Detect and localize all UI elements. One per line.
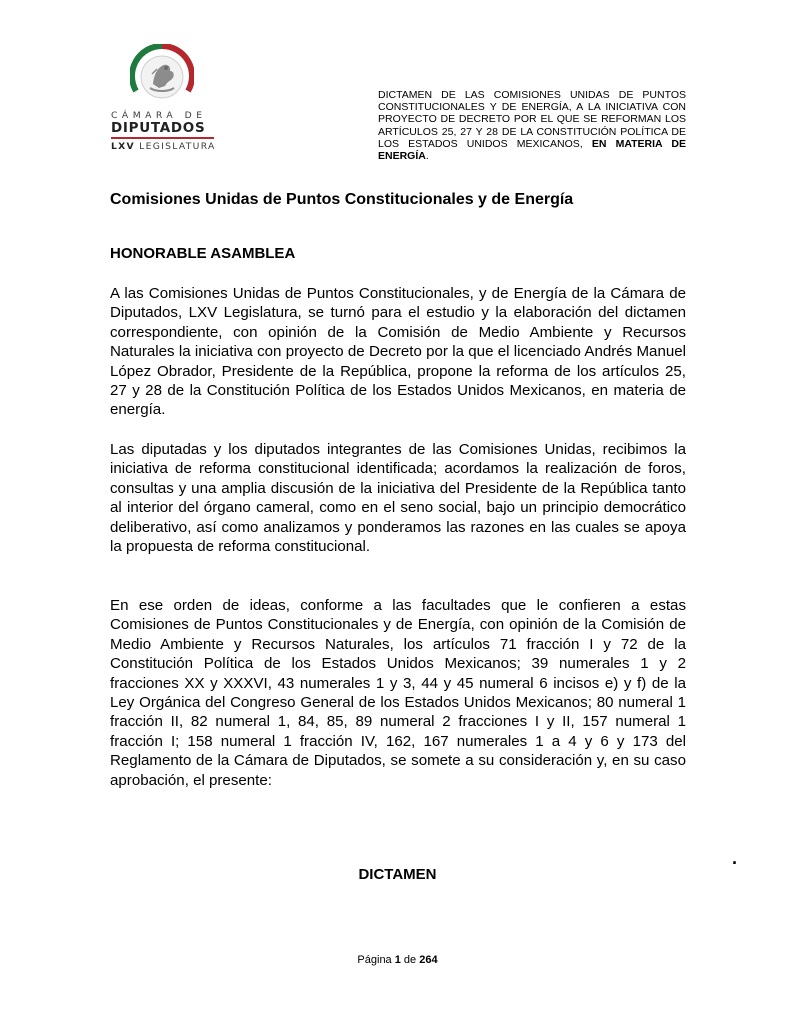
footer-total-pages: 264 [419, 954, 438, 966]
dictamen-heading: DICTAMEN [358, 866, 437, 883]
coat-of-arms-icon [130, 44, 194, 108]
body-paragraph-3: En ese orden de ideas, conforme a las facultades que le confieren a estas Comisiones de Puntos Constitucionales y de Energía, con opinión de la Comisión de Medio Ambiente y Recursos Naturales, los artículos 71 fracción I y 72 de la Constitución Política de los Estados Unidos Mexicanos; 39 numerales 1 y 2 fracciones XX y XXXVI, 43 numerales 1 y 3, 44 y 45 numeral 6 incisos e) y f) de la Ley Orgánica del Congreso General de los Estados Unidos Mexicanos; 80 numeral 1 fracción II, 82 numeral 1, 84, 85, 89 numeral 2 fracciones I y II, 157 numeral 1 fracción I; 158 numeral 1 fracción IV, 162, 167 numerales 1 a 4 y 6 y 173 del Reglamento de la Cámara de Diputados, se somete a su consideración y, en su caso aprobación, el presente: [110, 597, 686, 789]
body-paragraph-1: A las Comisiones Unidas de Puntos Constitucionales, y de Energía de la Cámara de Diputados, LXV Legislatura, se turnó para el estudio y la elaboración del dictamen correspondiente, con opinión de la Comisión de Medio Ambiente y Recursos Naturales la iniciativa con proyecto de Decreto por la que el licenciado Andrés Manuel López Obrador, Presidente de la República, propone la reforma de los artículos 25, 27 y 28 de la Constitución Política de los Estados Unidos Mexicanos, en materia de energía. [110, 285, 686, 419]
stray-period-mark: . [732, 848, 738, 868]
assembly-heading: HONORABLE ASAMBLEA [110, 245, 296, 262]
logo-text-diputados: DIPUTADOS [111, 120, 206, 136]
chamber-logo [106, 44, 218, 156]
footer-page-label: Página [357, 954, 395, 966]
logo-text-legislatura [111, 141, 216, 152]
body-paragraph-2: Las diputadas y los diputados integrantes de las Comisiones Unidas, recibimos la iniciativa de reforma constitucional identificada; acordamos la realización de foros, consultas y una amplia discusión de la iniciativa del Presidente de la República tanto al interior del órgano cameral, como en el seno social, bajo un principio democrático deliberativo, así como analizamos y ponderamos las razones en las cuales se apoya la propuesta de reforma constitucional. [110, 441, 686, 556]
header-note-text: DICTAMEN DE LAS COMISIONES UNIDAS DE PUNTOS CONSTITUCIONALES Y DE ENERGÍA, A LA INICIATIVA CON PROYECTO DE DECRETO POR EL QUE SE REFORMAN LOS ARTÍCULOS 25, 27 Y 28 DE LA CONSTITUCIÓN POLÍTICA DE LOS ESTADOS UNIDOS MEXICANOS, [378, 89, 686, 150]
logo-legislature-word: LEGISLATURA [134, 141, 216, 152]
header-note-bold: EN MATERIA DE ENERGÍA [378, 137, 687, 163]
header-note-end: . [425, 150, 429, 163]
logo-legislature-number: LXV [111, 141, 135, 152]
page-footer [0, 954, 795, 966]
document-header-note [378, 89, 686, 162]
logo-divider [111, 137, 214, 139]
footer-of-label: de [400, 954, 420, 966]
footer-page-number: 1 [394, 954, 401, 966]
logo-text-camara: CÁMARA DE [111, 110, 207, 121]
commission-title: Comisiones Unidas de Puntos Constitucionales y de Energía [110, 191, 574, 208]
